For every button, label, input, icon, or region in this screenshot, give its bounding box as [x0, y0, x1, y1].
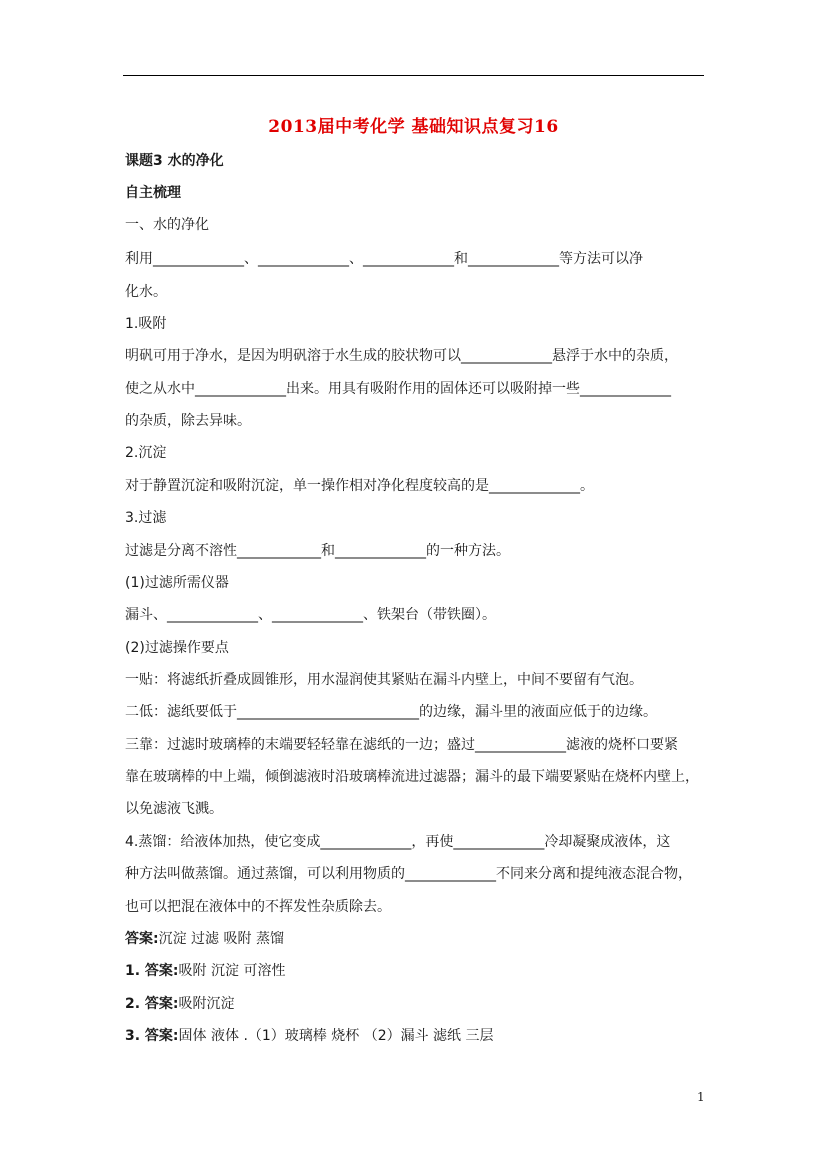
answer-label: 答案:: [125, 931, 159, 947]
document-title: 2013届中考化学 基础知识点复习16: [268, 117, 559, 137]
answer-text: 吸附沉淀: [178, 996, 235, 1012]
body-line: 过滤是分离不溶性____________和_____________的一种方法。: [125, 543, 510, 559]
answer-label: 2. 答案:: [125, 996, 179, 1012]
body-line: 漏斗、_____________、_____________、铁架台（带铁圈）。: [125, 607, 496, 623]
answer-text: 固体 液体 .（1）玻璃棒 烧杯 （2）漏斗 滤纸 三层: [178, 1028, 494, 1044]
item-heading: 2.沉淀: [125, 445, 167, 461]
answer-line: [125, 995, 235, 1013]
body-line: 的杂质，除去异味。: [125, 413, 251, 429]
answer-text: 沉淀 过滤 吸附 蒸馏: [158, 931, 284, 947]
body-line: 也可以把混在液体中的不挥发性杂质除去。: [125, 899, 391, 915]
answer-line: [125, 962, 285, 980]
body-line: 对于静置沉淀和吸附沉淀，单一操作相对净化程度较高的是_____________。: [125, 478, 594, 494]
body-line: 三靠：过滤时玻璃棒的末端要轻轻靠在滤纸的一边；盛过_____________滤液的烧杯口要紧: [125, 737, 678, 753]
answer-line: [125, 930, 284, 948]
body-line: 以免滤液飞溅。: [125, 801, 223, 817]
body-line: (1)过滤所需仪器: [125, 575, 229, 591]
body-line: 一贴：将滤纸折叠成圆锥形，用水湿润使其紧贴在漏斗内壁上，中间不要留有气泡。: [125, 672, 643, 688]
body-line: 4.蒸馏：给液体加热，使它变成_____________，再使_____________冷却凝聚成液体，这: [125, 834, 671, 850]
body-line: (2)过滤操作要点: [125, 640, 229, 656]
body-line: 二低：滤纸要低于__________________________的边缘，漏斗里的液面应低于的边缘。: [125, 704, 657, 720]
subsection-heading: 一、水的净化: [125, 217, 209, 233]
body-line: 靠在玻璃棒的中上端，倾倒滤液时沿玻璃棒流进过滤器；漏斗的最下端要紧贴在烧杯内壁上，: [125, 769, 699, 785]
answer-label: 3. 答案:: [125, 1028, 179, 1044]
body-line: 使之从水中_____________出来。用具有吸附作用的固体还可以吸附掉一些_____________: [125, 381, 671, 397]
item-heading: 1.吸附: [125, 316, 167, 332]
page-number: 1: [697, 1090, 705, 1104]
answer-label: 1. 答案:: [125, 963, 179, 979]
body-line: 明矾可用于净水，是因为明矾溶于水生成的胶状物可以_____________悬浮于水中的杂质，: [125, 348, 678, 364]
lesson-heading: 课题3 水的净化: [125, 153, 224, 169]
answer-text: 吸附 沉淀 可溶性: [178, 963, 286, 979]
section-heading: 自主梳理: [125, 185, 181, 201]
body-line: 利用_____________、_____________、_____________和_____________等方法可以净: [125, 251, 643, 267]
header-rule: [123, 75, 704, 76]
body-line: 化水。: [125, 284, 167, 300]
item-heading: 3.过滤: [125, 510, 167, 526]
body-line: 种方法叫做蒸馏。通过蒸馏，可以利用物质的_____________不同来分离和提纯液态混合物，: [125, 866, 692, 882]
answer-line: [125, 1027, 494, 1045]
